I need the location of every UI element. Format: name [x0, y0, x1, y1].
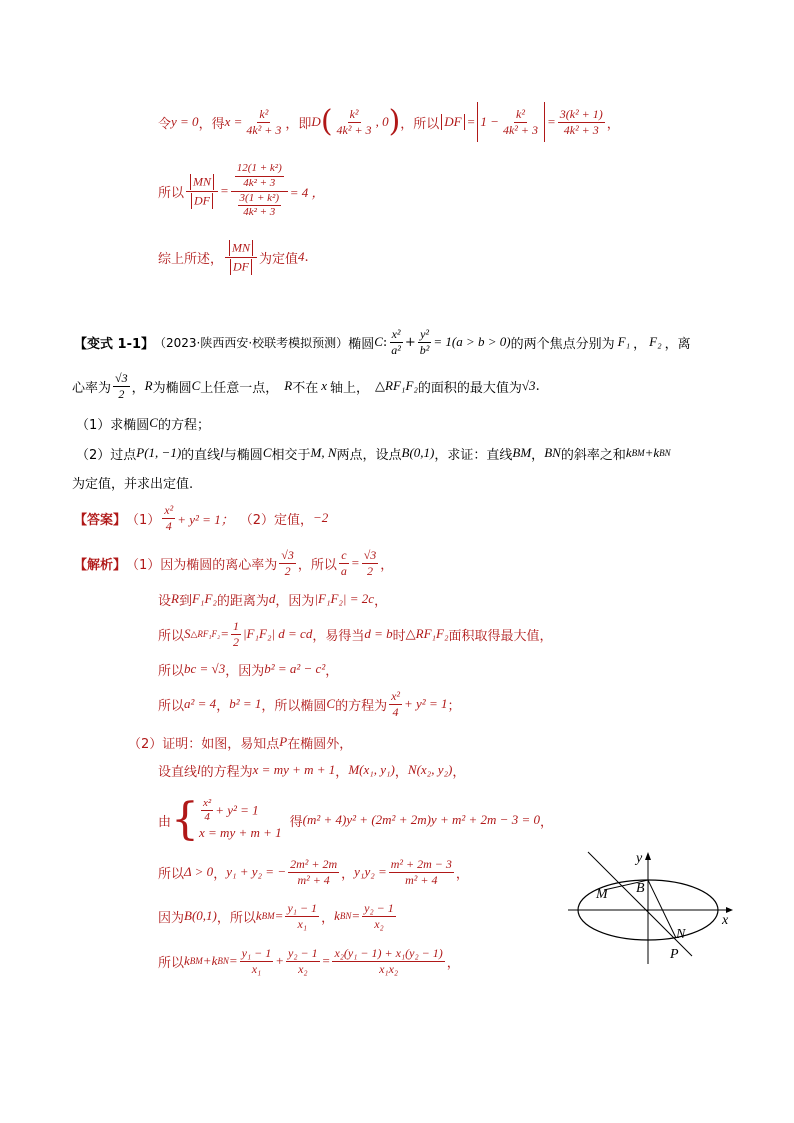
fraction: $\frac{\text{y₁ − 1}}{\text{x₁}}$: [287, 900, 318, 931]
text: 所以: [158, 185, 185, 201]
math: =: [466, 114, 476, 129]
fraction: $\frac{\text{m² + 2m − 3}}{\text{m² + 4}}$: [390, 856, 452, 887]
fraction: $\frac{\text{x²}}{\text{a²}}$: [391, 326, 401, 357]
variant-line-2: [72, 364, 540, 408]
text: ，: [216, 698, 230, 714]
proof-line-5: 因为 B(0,1) ，所以 k BM = $\frac{\text{y₁ − 1}}{\text{x₁}}$ ， k BN = $\frac{\text{y₂ − 1}}{\text{x₂}}$: [158, 900, 394, 931]
proof-line-3: 由 { $\frac{\text{x²}}{4}$ + y² = 1 x = my + m + 1 得 (m² + 4)y² + (2m² + 2m)y + m² + 2m − 3 = 0 ，: [158, 794, 553, 845]
math: Δ > 0: [184, 864, 214, 879]
segment-BN: [648, 880, 676, 938]
text: （1）求椭圆: [76, 417, 150, 433]
math: bc = √3: [184, 661, 226, 676]
math: :: [382, 334, 388, 350]
math: −2: [312, 510, 329, 525]
text: ，求证：直线: [434, 447, 513, 463]
text: ，所以: [400, 116, 440, 132]
math: +: [644, 445, 654, 460]
math: + y² = 1；: [177, 511, 234, 527]
result-line-2: 所以 $\frac{MN}{DF}$ = $\frac{\frac{\text{12(1 + k²)}}{\text{4k² + 3}}}{\frac{\text{3(1 + k²)}}{\text{4k² + 3}}}$ = 4 ，: [158, 162, 325, 219]
text: 因为: [158, 910, 185, 926]
text: 时: [392, 628, 406, 644]
solution-line-4: [158, 658, 338, 680]
text: ，所以椭圆: [261, 698, 327, 714]
math: b² = a² − c²: [264, 661, 326, 676]
text: 的方程为: [200, 764, 253, 780]
math: C: [191, 378, 201, 393]
math: l: [220, 445, 224, 460]
math: x =: [224, 114, 243, 129]
result-line-1: 令 y = 0 ，得 x = $\frac{\text{k²}}{\text{4k² + 3}}$ ，即 D ( $\frac{\text{k²}}{\text{4k² + 3}}$ , 0 ) ，所以 DF = 1 − $\frac{\text{k²}}{\text{4k² + 3}}$ = $\frac{\text{3(k² + 1)}}{\text{4k² + 3}}$ ，: [158, 100, 620, 144]
text: ，: [606, 116, 620, 132]
math: k: [334, 908, 340, 923]
text: ，: [321, 910, 335, 926]
math: k: [625, 445, 632, 460]
math: k: [653, 445, 660, 460]
text: 到: [178, 593, 192, 609]
text: ，: [374, 593, 388, 609]
solution-line-1: [74, 543, 393, 583]
text: ，: [335, 764, 349, 780]
text: （2）证明：如图，易知点: [128, 736, 280, 752]
math: =: [220, 626, 229, 641]
text: ，因为: [225, 663, 265, 679]
text: （2）过点: [76, 447, 137, 463]
solution-line-3: 所以 S △RF₁F₂ = $\frac{1}{2}$ |F₁F₂| d = cd ，易得当 d = b 时 △RF₁F₂ 面积取得最大值，: [158, 618, 553, 649]
math: R: [171, 591, 179, 606]
text: ；: [447, 698, 461, 714]
math: BN: [544, 445, 561, 460]
question-2-tail: [72, 472, 193, 492]
math: =: [350, 555, 360, 570]
text: 所以: [158, 698, 185, 714]
math: F₁F₂: [191, 591, 217, 606]
solution-label: 【解析】: [74, 557, 127, 573]
proof-line-6: 所以 k BM + k BN = $\frac{\text{y₁ − 1}}{\text{x₁}}$ + $\frac{\text{y₂ − 1}}{\text{x₂}}$ = $\frac{\text{x₂(y₁ − 1) + x₁(y₂ − 1)}}{\text{x₁x₂}}$ ，: [158, 945, 460, 976]
compound-fraction: $\frac{\frac{\text{12(1 + k²)}}{\text{4k² + 3}}}{\frac{\text{3(1 + k²)}}{\text{4k² + 3}}}$: [231, 163, 288, 218]
text: 得: [289, 814, 303, 830]
text: 的距离为: [216, 593, 269, 609]
math: l: [197, 762, 201, 777]
text: ，: [325, 663, 339, 679]
solution-line-2: [158, 588, 387, 610]
result-line-3: [158, 236, 309, 278]
fraction: $\frac{\text{3(k² + 1)}}{\text{4k² + 3}}$: [559, 106, 603, 137]
proof-line-2: [158, 759, 465, 781]
text: （1）: [126, 512, 161, 528]
text: .: [304, 249, 309, 265]
text: ，: [633, 336, 647, 352]
math: (m² + 4)y² + (2m² + 2m)y + m² + 2m − 3 = 0: [302, 812, 540, 827]
fraction: $\frac{\text{k²}}{\text{4k² + 3}}$: [502, 106, 538, 137]
proof-line-1: [128, 732, 352, 752]
text: ，因为: [275, 593, 315, 609]
math: √3: [521, 378, 536, 393]
fraction: $\frac{\text{2m² + 2m}}{\text{m² + 4}}$: [290, 856, 338, 887]
fraction: $\frac{\text{y₁ − 1}}{\text{x₁}}$: [241, 945, 272, 976]
math: △RF₁F₂: [405, 626, 449, 641]
text: 两点，设点: [336, 447, 402, 463]
math: B(0,1): [184, 908, 217, 923]
equation-system: $\frac{\text{x²}}{4}$ + y² = 1 x = my + m + 1: [199, 796, 282, 840]
math: y = 0: [171, 114, 199, 129]
text: ，: [213, 866, 227, 882]
text: 不在: [292, 380, 319, 396]
text: ，: [394, 764, 408, 780]
math: =: [321, 953, 331, 968]
proof-line-4: [158, 852, 469, 892]
label-M: M: [596, 887, 608, 902]
source: （2023·陕西西安·校联考模拟预测）: [154, 335, 349, 350]
math: F₁: [617, 334, 631, 349]
math: M, N: [310, 445, 337, 460]
fraction: $\frac{1}{2}$: [232, 618, 239, 649]
math: +: [404, 334, 416, 350]
fraction: $\frac{c}{a}$: [340, 547, 347, 578]
text: ，易得当: [312, 628, 365, 644]
text: 综上所述，: [158, 251, 224, 267]
fraction: $\frac{\text{y²}}{\text{b²}}$: [419, 326, 430, 357]
math: =: [546, 114, 556, 129]
label-x: x: [722, 913, 729, 928]
question-1: [76, 413, 210, 433]
math: 4: [298, 249, 305, 264]
math: =: [228, 953, 238, 968]
math: C: [374, 334, 383, 349]
y-axis-arrow: [645, 852, 651, 860]
label-y: y: [636, 851, 643, 866]
text: 为定值: [259, 251, 299, 267]
math: y₁ + y₂ = −: [226, 864, 287, 879]
math: =: [274, 908, 284, 923]
math: a² = 4: [184, 696, 217, 711]
text: .: [535, 378, 540, 394]
math: k: [211, 953, 218, 968]
math: △RF₁F₂: [375, 378, 418, 393]
variant-line-1: [74, 322, 691, 362]
fraction: $\frac{\text{y₂ − 1}}{\text{x₂}}$: [288, 945, 318, 976]
text: ，: [455, 866, 469, 882]
math: N(x₂, y₂): [407, 762, 453, 777]
text: 所以: [158, 628, 185, 644]
text: 的两个焦点分别为: [510, 336, 615, 352]
math: R: [144, 378, 153, 393]
text: ，: [539, 814, 553, 830]
label-N: N: [676, 927, 686, 942]
fraction: $\frac{\text{k²}}{\text{4k² + 3}}$: [336, 106, 372, 137]
math: M(x₁, y₁): [348, 762, 395, 777]
text: ，: [341, 866, 355, 882]
answer-label: 【答案】: [74, 512, 127, 528]
text: ，: [452, 764, 466, 780]
math: |F₁F₂| d = cd: [242, 626, 313, 641]
text: 为定值，并求出定值.: [72, 476, 194, 492]
math: C: [326, 696, 336, 711]
math: = 1(a > b > 0): [433, 334, 511, 349]
text: 所以: [158, 955, 185, 971]
math: =: [351, 908, 361, 923]
text: （1）因为椭圆的离心率为: [126, 557, 278, 573]
math: BM: [512, 445, 532, 460]
text: 令: [158, 116, 172, 132]
text: ，所以: [216, 910, 256, 926]
fraction: $\frac{\text{x²}}{4}$: [391, 688, 401, 719]
label-P: P: [670, 947, 679, 962]
text: ，即: [285, 116, 312, 132]
math: S: [184, 626, 191, 641]
math: R: [284, 378, 293, 393]
text: 的方程为: [335, 698, 388, 714]
math: D: [311, 114, 321, 129]
text: ，: [531, 447, 545, 463]
text: 的面积的最大值为: [417, 380, 522, 396]
text: ，所以: [297, 557, 337, 573]
fraction: $\frac{MN}{DF}$: [186, 174, 218, 209]
fraction: $\frac{\text{k²}}{\text{4k² + 3}}$: [246, 106, 282, 137]
math: d: [268, 591, 276, 606]
text: 设直线: [158, 764, 198, 780]
math: + y² = 1: [404, 696, 448, 711]
ellipse-figure: [560, 846, 740, 966]
math: C: [262, 445, 272, 460]
text: 的直线: [181, 447, 221, 463]
math: x: [321, 378, 328, 393]
math: , 0: [375, 114, 389, 129]
math: C: [149, 415, 158, 430]
text: 椭圆: [348, 336, 375, 352]
text: 的方程；: [157, 417, 210, 433]
fraction: $\frac{√3}{2}$: [115, 370, 128, 401]
text: （2）定值，: [239, 512, 313, 528]
text: 的斜率之和: [560, 447, 626, 463]
math: +: [202, 953, 212, 968]
math: y₁y₂ =: [354, 864, 387, 879]
math: DF: [444, 114, 462, 129]
answer-line: [74, 500, 328, 536]
fraction: $\frac{\text{x²}}{4}$: [164, 502, 174, 533]
fraction: $\frac{MN}{DF}$: [225, 240, 257, 275]
math: P: [279, 734, 288, 749]
text: 上任意一点，: [200, 380, 279, 396]
math: B(0,1): [401, 445, 435, 460]
text: 设: [158, 593, 172, 609]
text: ，得: [198, 116, 225, 132]
fraction: $\frac{\text{y₂ − 1}}{\text{x₂}}$: [364, 900, 394, 931]
label-B: B: [636, 881, 645, 896]
math: k: [255, 908, 262, 923]
math: = 4 ，: [289, 184, 325, 200]
text: 在椭圆外，: [287, 736, 353, 752]
fraction: $\frac{√3}{2}$: [363, 547, 377, 578]
text: 所以: [158, 663, 185, 679]
text: 面积取得最大值，: [448, 628, 553, 644]
variant-tag: 【变式 1-1】: [74, 336, 155, 352]
solution-line-5: [158, 686, 461, 722]
math: |F₁F₂| = 2c: [314, 591, 375, 606]
math: b² = 1: [229, 696, 262, 711]
text: 由: [158, 814, 172, 830]
math: d = b: [364, 626, 393, 641]
text: 相交于: [271, 447, 311, 463]
text: 所以: [158, 866, 185, 882]
math: 1 −: [480, 114, 499, 129]
math: F₂: [649, 334, 662, 349]
text: ，: [380, 557, 394, 573]
math: +: [275, 953, 285, 968]
text: ，离: [664, 336, 691, 352]
text: 为椭圆: [152, 380, 192, 396]
text: ，: [446, 955, 460, 971]
fraction: $\frac{√3}{2}$: [281, 547, 294, 578]
math: k: [184, 953, 190, 968]
fraction: $\frac{\text{x₂(y₁ − 1) + x₁(y₂ − 1)}}{\text{x₁x₂}}$: [334, 945, 443, 976]
text: 心率为: [72, 380, 112, 396]
text: 轴上，: [330, 380, 370, 396]
question-2: （2）过点 P(1, −1) 的直线 l 与椭圆 C 相交于 M, N 两点，设点 B(0,1) ，求证：直线 BM ， BN 的斜率之和 k BM + k BN: [76, 445, 671, 463]
text: 与椭圆: [223, 447, 263, 463]
math: x = my + m + 1: [252, 762, 336, 777]
math: P(1, −1): [136, 445, 182, 460]
text: ，: [131, 380, 145, 396]
